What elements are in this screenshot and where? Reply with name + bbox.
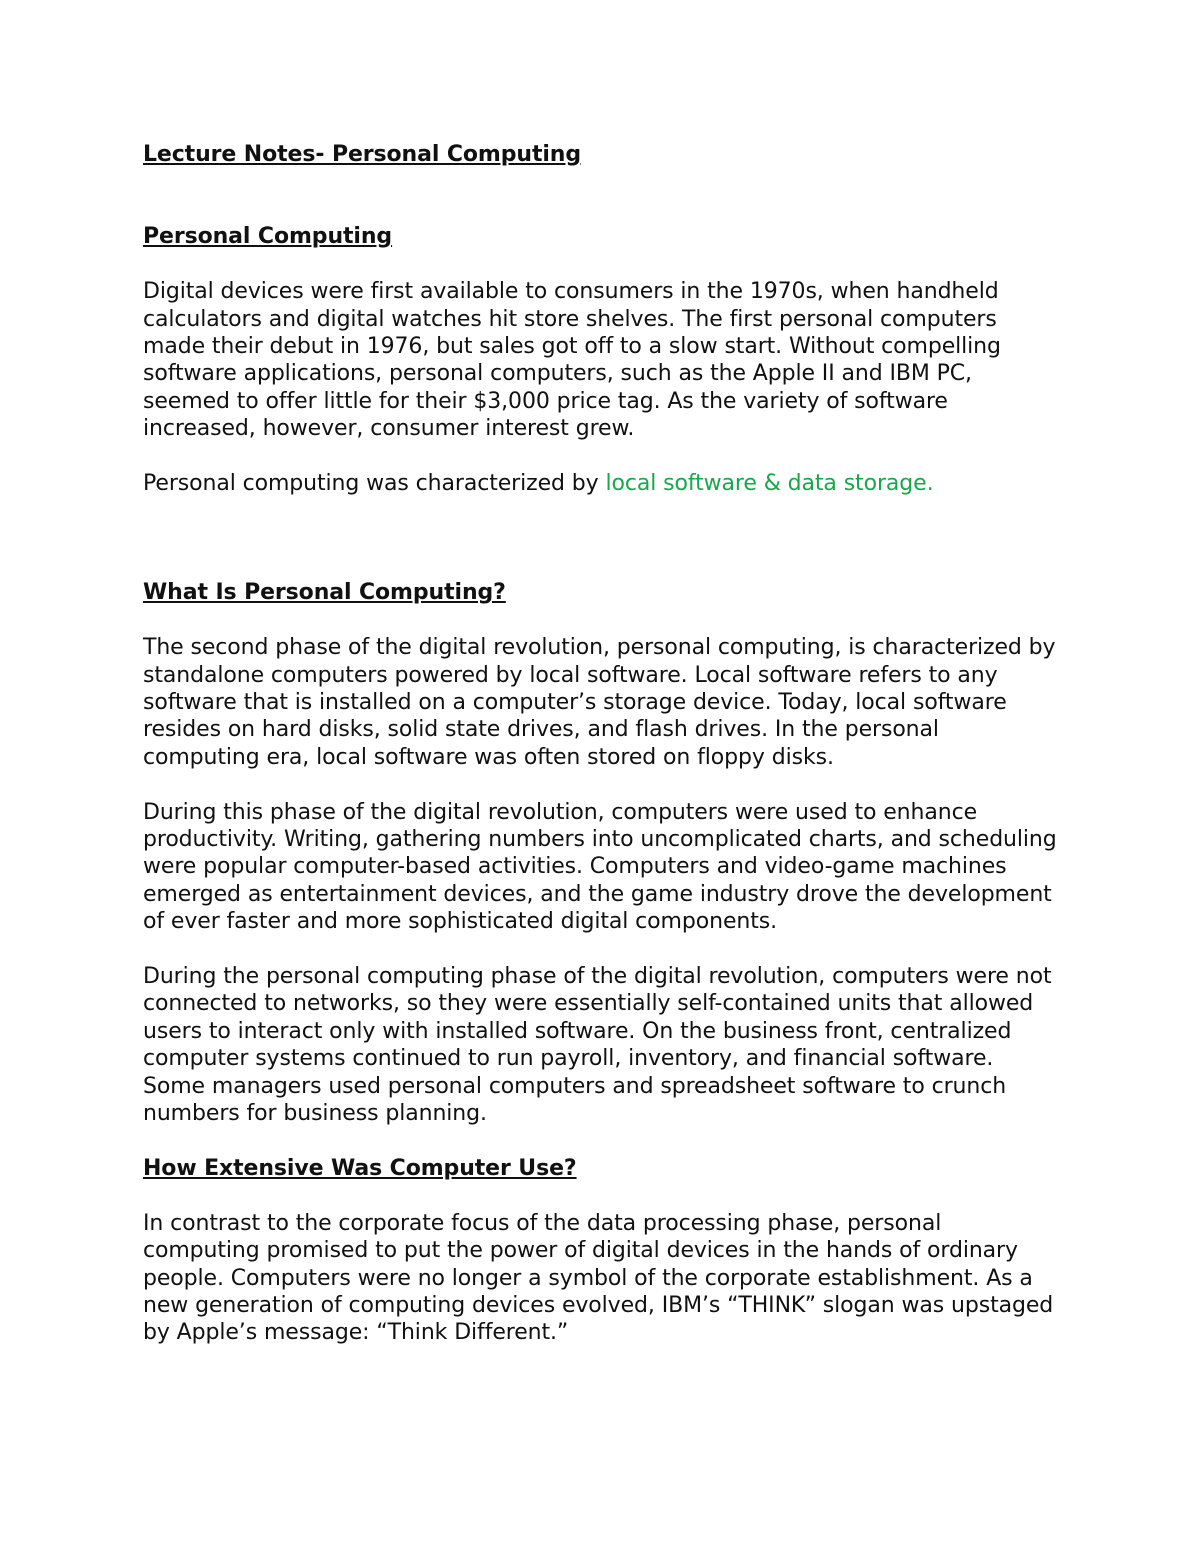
spacer [143,607,1058,634]
spacer [143,168,1058,223]
spacer [143,443,1058,470]
paragraph: Digital devices were first available to consumers in the 1970s, when handheld calculators and digital watches hit store shelves. The first personal computers made their debut in 1976, but sales got off to a slow start. Without compelling software applications, personal computers, such as the Apple II and IBM PC, seemed to offer little for their $3,000 price tag. As the variety of software increased, however, consumer interest grew. [143,279,1001,442]
spacer [143,1182,1058,1209]
section-heading-what-is-personal-computing: What Is Personal Computing? [143,580,506,606]
paragraph: During the personal computing phase of the digital revolution, computers were not connected to networks, so they were essentially self-contained units that allowed users to interact only with installed software. On the business front, centralized computer systems continued to run payroll, inventory, and financial software. Some managers used personal computers and spreadsheet software to crunch numbers for business planning. [143,964,1052,1127]
highlight-text: local software & data storage. [605,471,934,497]
paragraph: The second phase of the digital revolution, personal computing, is characterized by standalone computers powered by local software. Local software refers to any software that is installed on a computer’s storage device. Today, local software resides on hard disks, solid state drives, and flash drives. In the personal computing era, local software was often stored on floppy disks. [143,635,1056,770]
spacer [143,251,1058,278]
paragraph: In contrast to the corporate focus of the data processing phase, personal computing promised to put the power of digital devices in the hands of ordinary people. Computers were no longer a symbol of the corporate establishment. As a new generation of computing devices evolved, IBM’s “THINK” slogan was upstaged by Apple’s message: “Think Different.” [143,1210,1054,1346]
section-heading-how-extensive: How Extensive Was Computer Use? [143,1155,577,1181]
spacer [143,936,1058,963]
spacer [143,771,1058,798]
document-title: Lecture Notes- Personal Computing [143,142,582,167]
spacer [143,1128,1058,1155]
highlight-prefix: Personal computing was characterized by [143,471,606,497]
document-page [143,141,1058,1347]
highlight-paragraph [143,470,1058,497]
paragraph: During this phase of the digital revolution, computers were used to enhance productivity. Writing, gathering numbers into uncomplicated charts, and scheduling were popular computer-based activities. Computers and video-game machines emerged as entertainment devices, and the game industry drove the development of ever faster and more sophisticated digital components. [143,799,1057,935]
section-heading-personal-computing: Personal Computing [143,224,393,250]
spacer [143,497,1058,579]
